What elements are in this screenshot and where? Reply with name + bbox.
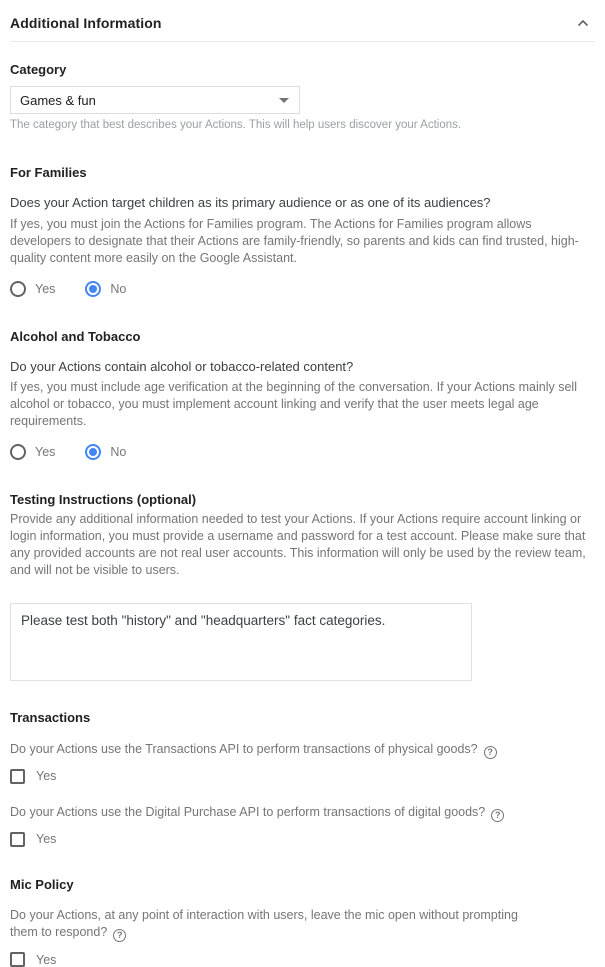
- for-families-radio-no[interactable]: [85, 281, 126, 297]
- radio-label: Yes: [35, 445, 56, 460]
- checkbox-label: Yes: [36, 769, 57, 784]
- help-icon[interactable]: ?: [484, 746, 497, 759]
- alcohol-tobacco-radio-yes[interactable]: [10, 444, 55, 460]
- transactions-physical-checkbox[interactable]: [10, 769, 25, 784]
- alcohol-tobacco-section: [10, 329, 595, 461]
- radio-label: Yes: [35, 281, 56, 296]
- testing-instructions-description: Provide any additional information needed to test your Actions. If your Actions require account linking or login information, you must provide a username and password for a test account. Please make sure that any provided accounts are not real user accounts. This information will only be used by the review team, and will not be visible to users.: [10, 512, 586, 577]
- radio-icon: [85, 444, 101, 460]
- alcohol-tobacco-title: Alcohol and Tobacco: [10, 328, 141, 344]
- transactions-digital-question: Do your Actions use the Digital Purchase API to perform transactions of digital goods? ?: [10, 804, 595, 822]
- mic-policy-checkbox[interactable]: [10, 952, 25, 967]
- for-families-question: Does your Action target children as its primary audience or as one of its audiences?: [10, 195, 491, 210]
- transactions-physical-block: [10, 741, 595, 784]
- category-label: Category: [10, 62, 67, 77]
- alcohol-tobacco-question: Do your Actions contain alcohol or tobacco-related content?: [10, 358, 354, 374]
- transactions-physical-checkbox-row: [10, 769, 595, 784]
- transactions-digital-checkbox[interactable]: [10, 832, 25, 847]
- mic-policy-checkbox-row: [10, 952, 595, 967]
- category-section: [10, 62, 595, 131]
- transactions-title: Transactions: [10, 709, 91, 725]
- mic-policy-title: Mic Policy: [10, 876, 74, 892]
- transactions-digital-block: [10, 804, 595, 847]
- testing-instructions-title: Testing Instructions (optional): [10, 492, 197, 508]
- radio-icon: [10, 281, 26, 297]
- testing-instructions-section: [10, 492, 595, 681]
- for-families-title: For Families: [10, 165, 87, 180]
- for-families-radio-yes[interactable]: [10, 281, 55, 297]
- panel-title: Additional Information: [10, 15, 162, 31]
- help-icon[interactable]: ?: [113, 929, 126, 942]
- category-dropdown[interactable]: [10, 86, 300, 114]
- alcohol-tobacco-radio-group: [10, 444, 595, 460]
- transactions-section: [10, 710, 595, 847]
- for-families-section: [10, 165, 595, 297]
- checkbox-label: Yes: [36, 832, 57, 847]
- mic-policy-question: Do your Actions, at any point of interaction with users, leave the mic open without prompting them to respond? ?: [10, 907, 518, 941]
- radio-icon: [10, 444, 26, 460]
- transactions-digital-checkbox-row: [10, 832, 595, 847]
- help-icon[interactable]: ?: [491, 809, 504, 822]
- mic-policy-section: [10, 877, 595, 967]
- for-families-description: If yes, you must join the Actions for Families program. The Actions for Families program allows developers to designate that their Actions are family-friendly, so parents and kids can find trusted, high-quality content more easily on the Google Assistant.: [10, 216, 579, 265]
- category-selected-value: Games & fun: [20, 92, 96, 108]
- alcohol-tobacco-radio-no[interactable]: [85, 444, 126, 460]
- alcohol-tobacco-description: If yes, you must include age verification at the beginning of the conversation. If your Actions mainly sell alcohol or tobacco, you must implement account linking and verify that the user meets legal age requirements.: [10, 380, 577, 429]
- radio-icon: [85, 281, 101, 297]
- testing-instructions-input[interactable]: [10, 603, 472, 681]
- category-helper-text: The category that best describes your Actions. This will help users discover your Actions.: [10, 119, 462, 131]
- panel-header[interactable]: [10, 0, 595, 42]
- chevron-up-icon: [577, 19, 589, 27]
- radio-label: No: [110, 281, 127, 296]
- for-families-radio-group: [10, 281, 595, 297]
- dropdown-arrow-icon: [279, 98, 289, 103]
- checkbox-label: Yes: [36, 952, 57, 967]
- transactions-physical-question: Do your Actions use the Transactions API to perform transactions of physical goods? ?: [10, 741, 595, 759]
- radio-label: No: [110, 445, 127, 460]
- collapse-button[interactable]: [573, 15, 593, 31]
